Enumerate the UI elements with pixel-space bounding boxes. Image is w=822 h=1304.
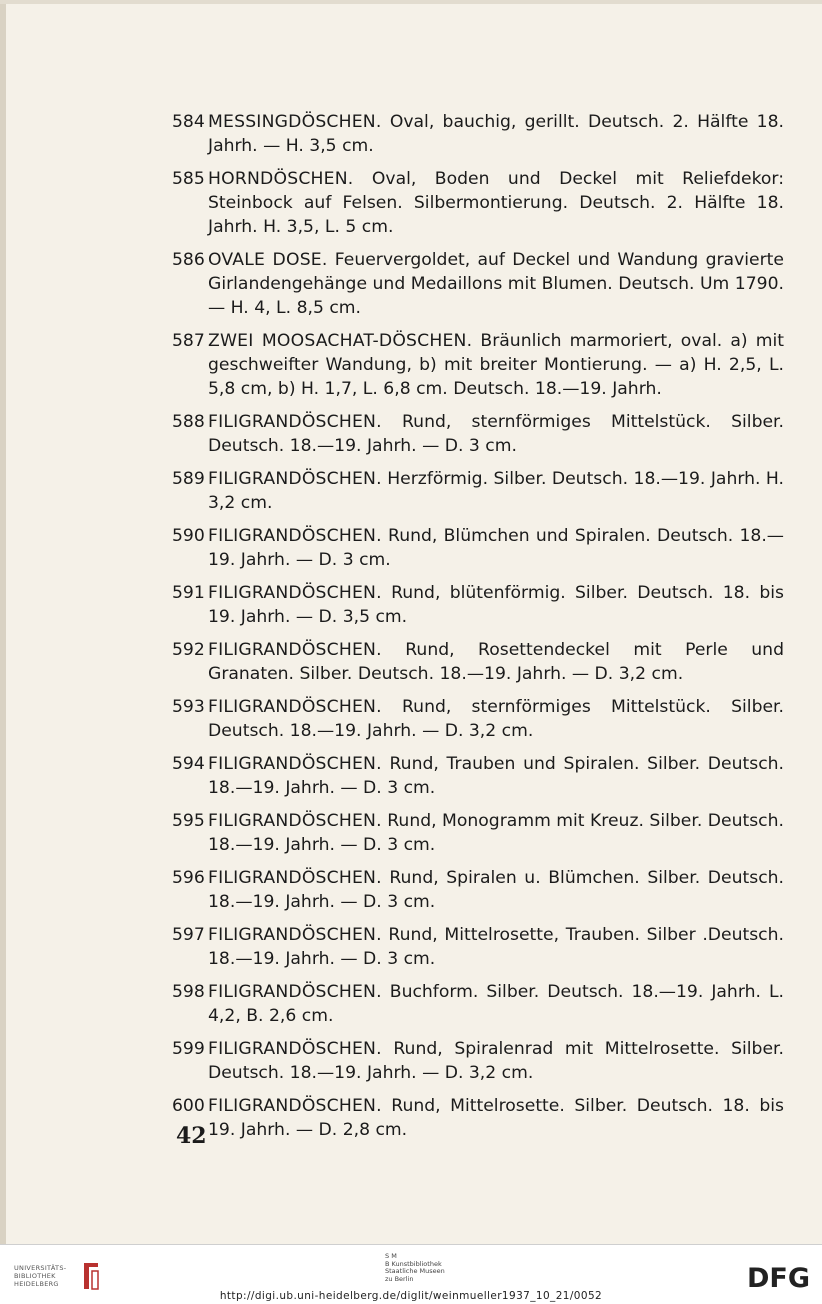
library-name (14, 1264, 66, 1288)
entry-number: 598 (172, 982, 205, 1002)
entry-number: 593 (172, 697, 205, 717)
catalog-entry (172, 638, 784, 686)
library-line-2: BIBLIOTHEK (14, 1272, 56, 1280)
entry-title: FILIGRANDÖSCHEN. (208, 754, 382, 774)
entry-number: 589 (172, 469, 205, 489)
entry-title: FILIGRANDÖSCHEN. (208, 1039, 382, 1059)
entry-description: Oval, Boden und Deckel mit Reliefdekor: Steinbock auf Felsen. Silbermontierung. Deutsch. 2. Hälfte 18. Jahrh. H. 3,5, L. 5 cm. (208, 169, 784, 237)
catalog-entry (172, 167, 784, 239)
entry-number: 591 (172, 583, 205, 603)
entry-number: 596 (172, 868, 205, 888)
entry-description: Rund, Rosettendeckel mit Perle und Granaten. Silber. Deutsch. 18.—19. Jahrh. — D. 3,2 cm. (208, 640, 784, 684)
library-line-3: HEIDELBERG (14, 1280, 59, 1288)
provenance-text (385, 1253, 445, 1283)
provenance-line-4: zu Berlin (385, 1274, 414, 1283)
entry-description: Rund, Mittelrosette, Trauben. Silber .Deutsch. 18.—19. Jahrh. — D. 3 cm. (208, 925, 784, 969)
catalog-entry (172, 809, 784, 857)
entry-description: Bräunlich marmoriert, oval. a) mit geschweifter Wandung, b) mit breiter Montierung. — a) H. 2,5, L. 5,8 cm, b) H. 1,7, L. 6,8 cm. Deutsch. 18.—19. Jahrh. (208, 331, 784, 399)
viewer-footer (0, 1244, 822, 1304)
provenance-line-1: S M (385, 1252, 397, 1260)
catalog-entry (172, 1094, 784, 1142)
entry-title: FILIGRANDÖSCHEN. (208, 868, 382, 888)
university-library-logo[interactable] (14, 1261, 104, 1291)
entry-number: 586 (172, 250, 205, 270)
entry-description: Rund, sternförmiges Mittelstück. Silber. Deutsch. 18.—19. Jahrh. — D. 3,2 cm. (208, 697, 784, 741)
entry-description: Rund, blütenförmig. Silber. Deutsch. 18. bis 19. Jahrh. — D. 3,5 cm. (208, 583, 784, 627)
entry-title: FILIGRANDÖSCHEN. (208, 583, 382, 603)
entry-number: 599 (172, 1039, 205, 1059)
entry-description: Oval, bauchig, gerillt. Deutsch. 2. Hälfte 18. Jahrh. — H. 3,5 cm. (208, 112, 784, 156)
entry-description: Rund, Spiralenrad mit Mittelrosette. Silber. Deutsch. 18.—19. Jahrh. — D. 3,2 cm. (208, 1039, 784, 1083)
provenance-line-3: Staatliche Museen (385, 1267, 445, 1275)
entry-title: FILIGRANDÖSCHEN. (208, 697, 382, 717)
entry-number: 595 (172, 811, 205, 831)
catalog-entry (172, 248, 784, 320)
provenance-line-2: B Kunstbibliothek (385, 1259, 442, 1268)
catalog-entry (172, 1037, 784, 1085)
entry-number: 587 (172, 331, 205, 351)
catalog-entry (172, 581, 784, 629)
scan-edge-top (0, 0, 822, 4)
entry-title: FILIGRANDÖSCHEN. (208, 925, 382, 945)
permalink-url[interactable]: http://digi.ub.uni-heidelberg.de/diglit/weinmueller1937_10_21/0052 (219, 1290, 603, 1302)
catalog-entry (172, 695, 784, 743)
entry-description: Rund, Blümchen und Spiralen. Deutsch. 18.—19. Jahrh. — D. 3 cm. (208, 526, 784, 570)
entry-title: FILIGRANDÖSCHEN. (208, 640, 382, 660)
entry-title: FILIGRANDÖSCHEN. (208, 811, 382, 831)
entry-description: Rund, Monogramm mit Kreuz. Silber. Deutsch. 18.—19. Jahrh. — D. 3 cm. (208, 811, 784, 855)
entry-number: 585 (172, 169, 205, 189)
library-seal-icon (80, 1261, 102, 1291)
entry-description: Herzförmig. Silber. Deutsch. 18.—19. Jahrh. H. 3,2 cm. (208, 469, 785, 513)
catalog-entry (172, 923, 784, 971)
entry-number: 584 (172, 112, 205, 132)
entry-number: 597 (172, 925, 205, 945)
entry-description: Rund, Mittelrosette. Silber. Deutsch. 18. bis 19. Jahrh. — D. 2,8 cm. (208, 1096, 784, 1140)
entry-description: Rund, Spiralen u. Blümchen. Silber. Deutsch. 18.—19. Jahrh. — D. 3 cm. (208, 868, 784, 912)
catalog-entry (172, 866, 784, 914)
entry-number: 588 (172, 412, 205, 432)
catalog-entry (172, 524, 784, 572)
entry-description: Feuervergoldet, auf Deckel und Wandung gravierte Girlandengehänge und Medaillons mit Blumen. Deutsch. Um 1790. — H. 4, L. 8,5 cm. (208, 250, 784, 318)
scan-edge-left (0, 0, 6, 1244)
entry-title: FILIGRANDÖSCHEN. (208, 412, 382, 432)
entry-description: Rund, Trauben und Spiralen. Silber. Deutsch. 18.—19. Jahrh. — D. 3 cm. (208, 754, 784, 798)
catalog-entry (172, 110, 784, 158)
entry-number: 594 (172, 754, 205, 774)
dfg-logo[interactable]: DFG (746, 1263, 810, 1294)
entry-title: ZWEI MOOSACHAT-DÖSCHEN. (208, 331, 473, 351)
catalog-entries (172, 110, 784, 1151)
library-line-1: UNIVERSITÄTS- (14, 1264, 67, 1272)
entry-title: FILIGRANDÖSCHEN. (208, 982, 382, 1002)
entry-title: FILIGRANDÖSCHEN. (208, 526, 382, 546)
entry-number: 600 (172, 1096, 205, 1116)
catalog-entry (172, 467, 784, 515)
entry-title: OVALE DOSE. (208, 250, 328, 270)
entry-title: FILIGRANDÖSCHEN. (208, 469, 382, 489)
catalog-entry (172, 329, 784, 401)
entry-description: Buchform. Silber. Deutsch. 18.—19. Jahrh. L. 4,2, B. 2,6 cm. (208, 982, 784, 1026)
catalog-entry (172, 410, 784, 458)
catalog-entry (172, 980, 784, 1028)
entry-title: FILIGRANDÖSCHEN. (208, 1096, 382, 1116)
entry-number: 590 (172, 526, 205, 546)
page-number: 42 (176, 1123, 207, 1149)
catalog-entry (172, 752, 784, 800)
entry-description: Rund, sternförmiges Mittelstück. Silber. Deutsch. 18.—19. Jahrh. — D. 3 cm. (208, 412, 784, 456)
entry-title: MESSINGDÖSCHEN. (208, 112, 382, 132)
entry-title: HORNDÖSCHEN. (208, 169, 354, 189)
entry-number: 592 (172, 640, 205, 660)
